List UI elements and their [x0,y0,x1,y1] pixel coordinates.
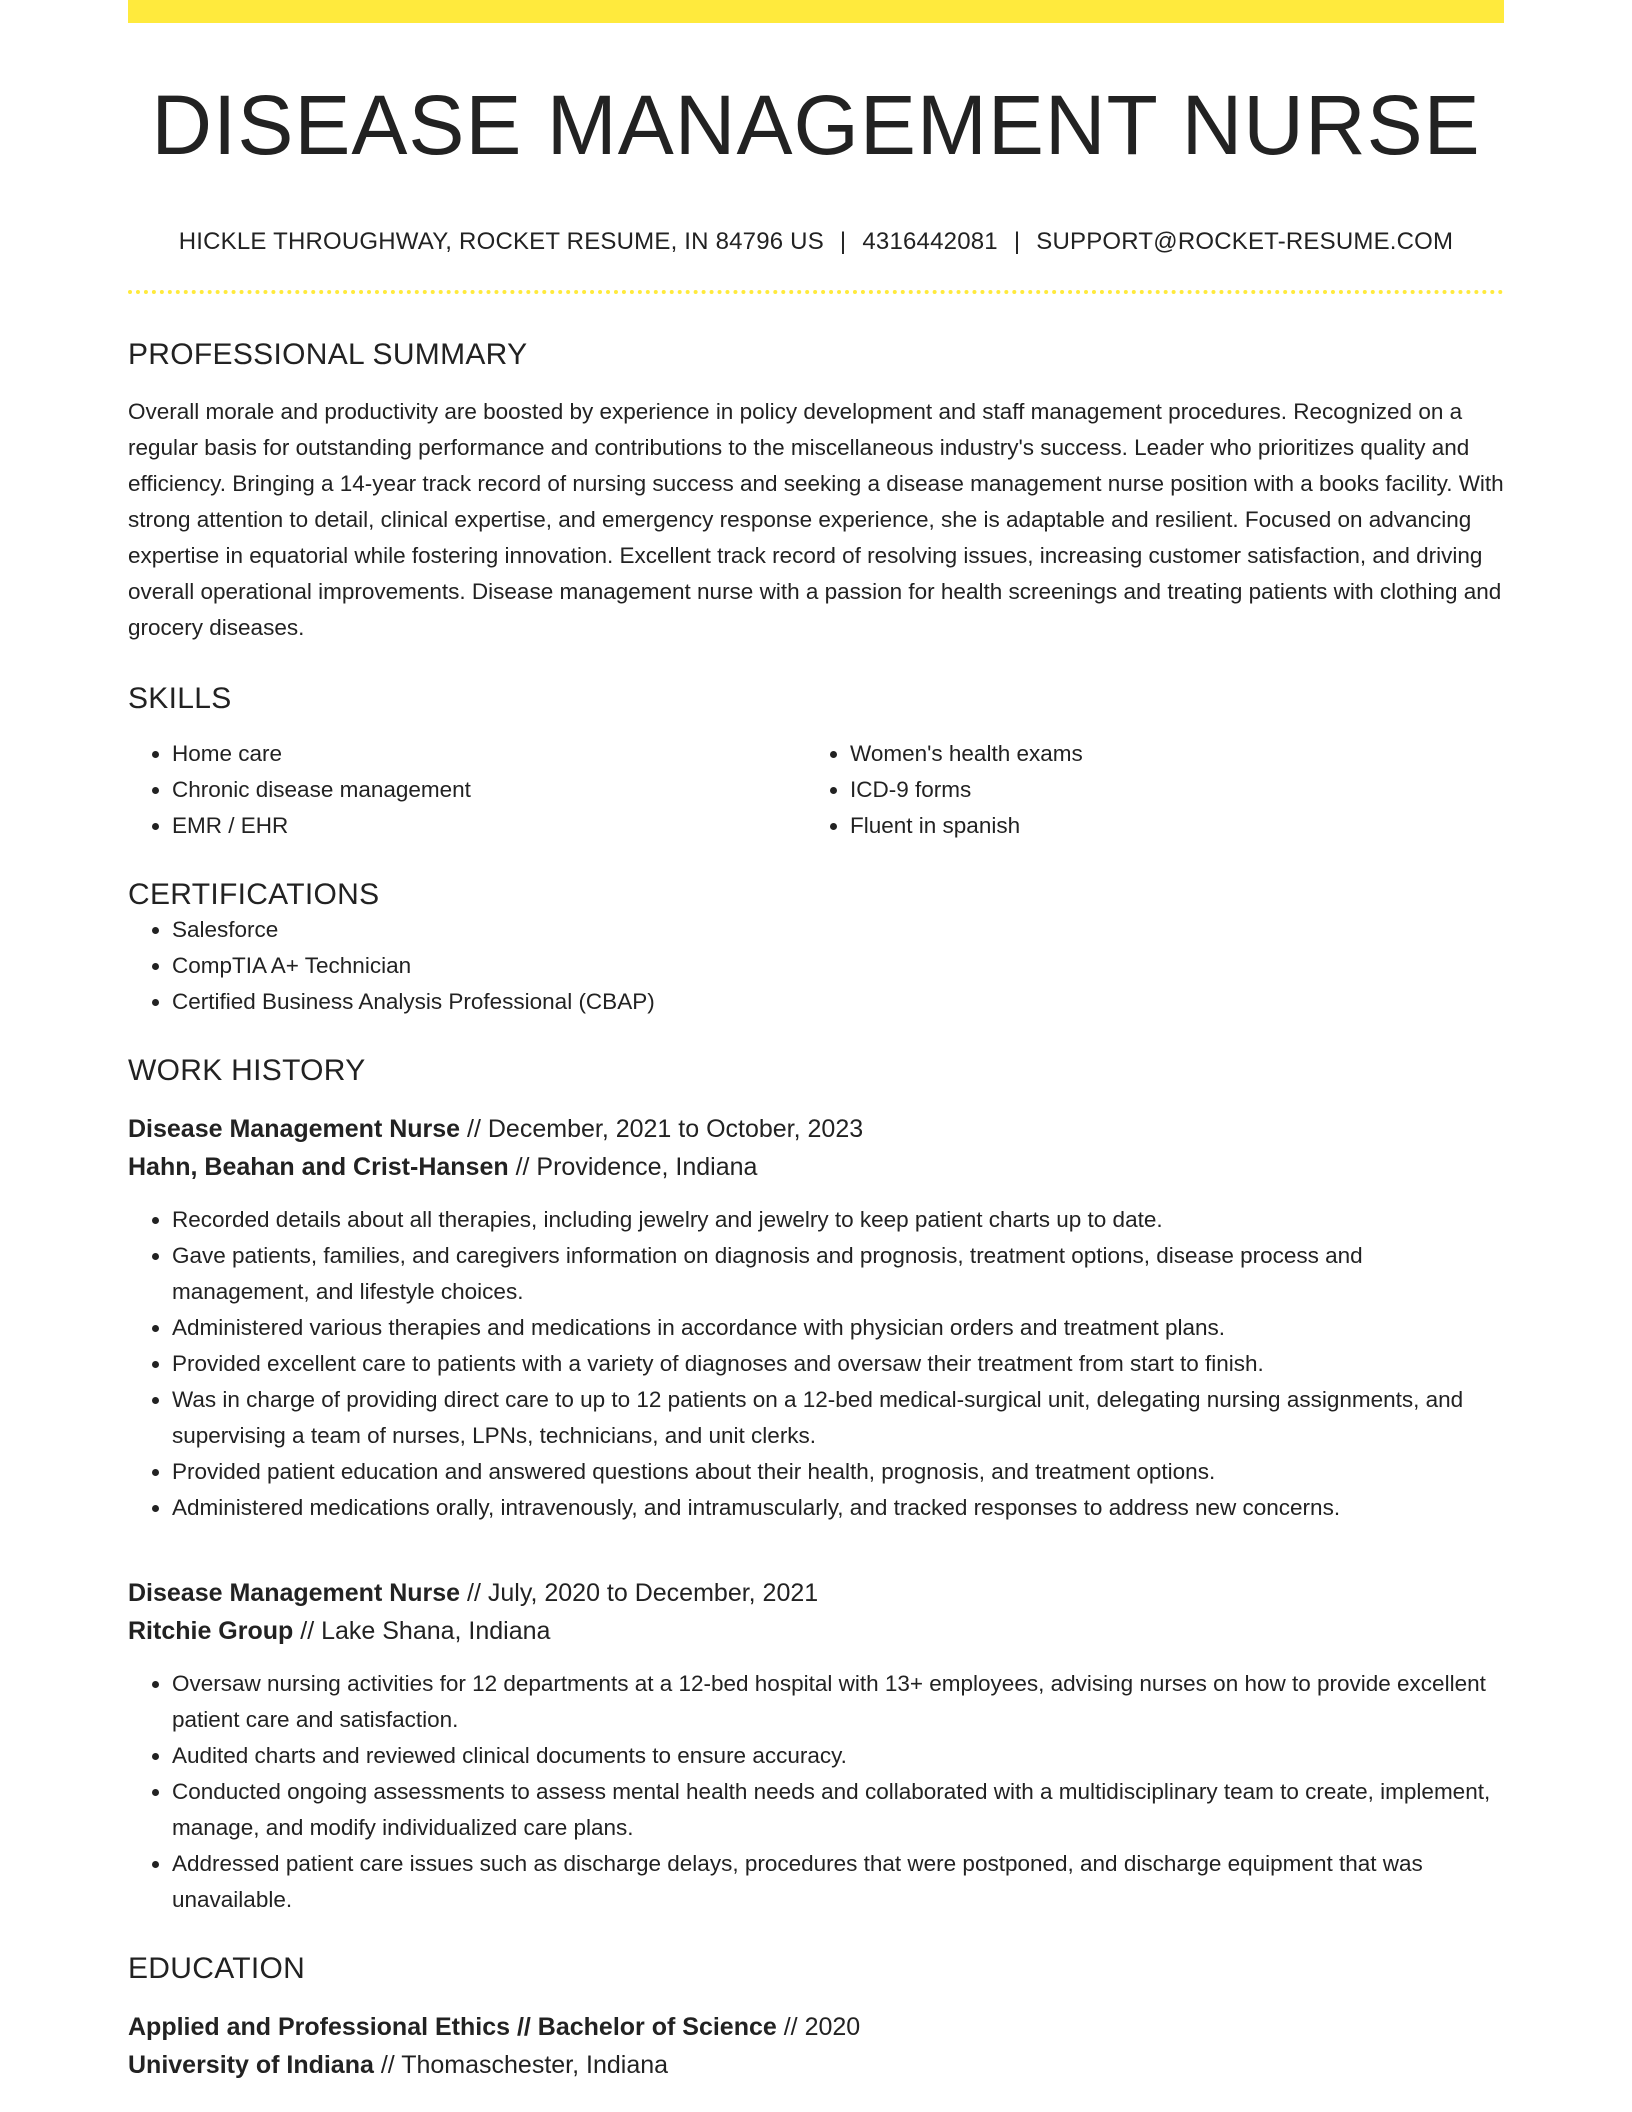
job-duty: • Addressed patient care issues such as discharge delays, procedures that were postponed, and discharge equipment that was unavailable. [172,1846,1504,1918]
job-duties-list [128,1202,1504,1526]
job-location: // Lake Shana, Indiana [293,1616,551,1645]
education-degree: Applied and Professional Ethics // Bachelor of Science [128,2012,777,2041]
job-duty: • Recorded details about all therapies, including jewelry and jewelry to keep patient charts up to date. [172,1202,1504,1238]
job-duty: • Conducted ongoing assessments to assess mental health needs and collaborated with a multidisciplinary team to create, implement, manage, and modify individualized care plans. [172,1774,1504,1846]
summary-heading: PROFESSIONAL SUMMARY [128,337,528,371]
job-entry [128,1110,1504,1526]
job-role: Disease Management Nurse [128,1578,461,1607]
job-duty: • Gave patients, families, and caregivers information on diagnosis and prognosis, treatment options, disease process and management, and lifestyle choices. [172,1238,1504,1310]
skills-grid [128,736,1504,844]
contact-address: HICKLE THROUGHWAY, ROCKET RESUME, IN 84796 US [178,227,824,255]
job-entry [128,1574,1504,1918]
skills-heading: SKILLS [128,681,232,715]
header-divider [128,290,1504,294]
job-company-line [128,1148,1504,1186]
job-company: Hahn, Beahan and Crist-Hansen [128,1152,509,1181]
skill-item: • EMR / EHR [172,808,806,844]
job-duty: • Provided patient education and answered questions about their health, prognosis, and treatment options. [172,1454,1504,1490]
contact-separator: | [1013,227,1021,255]
skills-list-right [806,736,1484,844]
job-company-line [128,1612,1504,1650]
resume-title: DISEASE MANAGEMENT NURSE [151,78,1481,172]
education-degree-line [128,2008,1504,2046]
work-history-heading: WORK HISTORY [128,1053,366,1087]
education-heading: EDUCATION [128,1951,306,1985]
job-dates: // December, 2021 to October, 2023 [460,1114,864,1143]
education-location: // Thomaschester, Indiana [373,2050,669,2079]
job-duty: • Oversaw nursing activities for 12 departments at a 12-bed hospital with 13+ employees, advising nurses on how to provide excellent patient care and satisfaction. [172,1666,1504,1738]
skills-list-left [128,736,806,844]
certifications-heading: CERTIFICATIONS [128,877,380,911]
contact-line [128,228,1504,256]
contact-separator: | [839,227,847,255]
skill-item: • Women's health exams [850,736,1484,772]
certification-item: • CompTIA A+ Technician [172,948,1504,984]
contact-phone: 4316442081 [862,227,998,255]
education-entry [128,2008,1504,2084]
certification-item: • Salesforce [172,912,1504,948]
job-duty: • Audited charts and reviewed clinical documents to ensure accuracy. [172,1738,1504,1774]
education-school-line [128,2046,1504,2084]
education-school: University of Indiana [128,2050,374,2079]
summary-text: Overall morale and productivity are boosted by experience in policy development and staff management procedures. Recognized on a regular basis for outstanding performance and contributions to the miscellaneous industry's success. Leader who prioritizes quality and efficiency. Bringing a 14-year track record of nursing success and seeking a disease management nurse position with a books facility. With strong attention to detail, clinical expertise, and emergency response experience, she is adaptable and resilient. Focused on advancing expertise in equatorial while fostering innovation. Excellent track record of resolving issues, increasing customer satisfaction, and driving overall operational improvements. Disease management nurse with a passion for health screenings and treating patients with clothing and grocery diseases. [128,398,1504,640]
job-duty: • Provided excellent care to patients with a variety of diagnoses and oversaw their treatment from start to finish. [172,1346,1504,1382]
job-role-line [128,1110,1504,1148]
job-duties-list [128,1666,1504,1918]
certification-item: • Certified Business Analysis Professional (CBAP) [172,984,1504,1020]
education-year: // 2020 [776,2012,861,2041]
skill-item: • ICD-9 forms [850,772,1484,808]
skill-item: • Fluent in spanish [850,808,1484,844]
skill-item: • Chronic disease management [172,772,806,808]
job-duty: • Administered medications orally, intravenously, and intramuscularly, and tracked responses to address new concerns. [172,1490,1504,1526]
resume-page [128,0,1504,2084]
job-company: Ritchie Group [128,1616,294,1645]
job-role-line [128,1574,1504,1612]
top-accent-bar [128,0,1504,23]
contact-email[interactable]: SUPPORT@ROCKET-RESUME.COM [1036,227,1454,255]
job-duty: • Administered various therapies and medications in accordance with physician orders and treatment plans. [172,1310,1504,1346]
job-location: // Providence, Indiana [508,1152,758,1181]
certifications-list [128,912,1504,1020]
job-role: Disease Management Nurse [128,1114,461,1143]
job-dates: // July, 2020 to December, 2021 [460,1578,819,1607]
job-duty: • Was in charge of providing direct care to up to 12 patients on a 12-bed medical-surgical unit, delegating nursing assignments, and supervising a team of nurses, LPNs, technicians, and unit clerks. [172,1382,1504,1454]
skill-item: • Home care [172,736,806,772]
